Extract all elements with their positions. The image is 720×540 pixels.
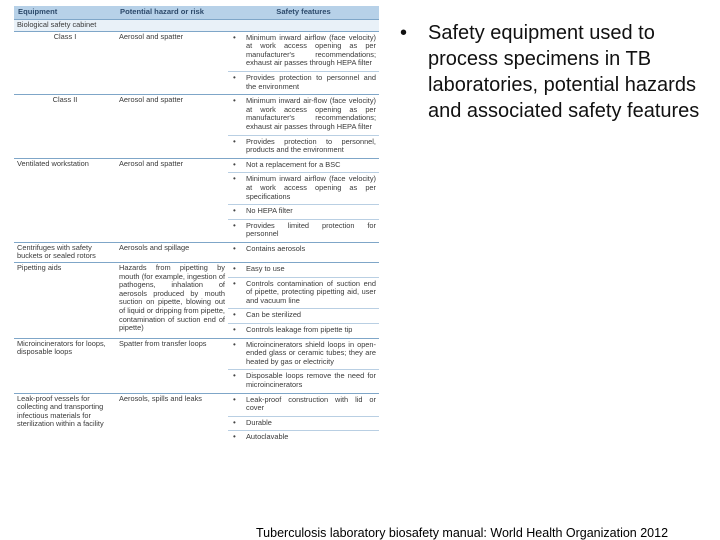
feature-item: [228, 32, 379, 72]
feature-bullet: •: [233, 174, 236, 184]
feature-bullet: •: [233, 159, 236, 169]
table-row: [14, 158, 379, 242]
feature-bullet: •: [233, 278, 236, 288]
table-row: [14, 95, 379, 159]
feature-bullet: •: [233, 394, 236, 404]
hazard-cell: Aerosol and spatter: [116, 158, 228, 242]
feature-bullet: •: [233, 432, 236, 442]
citation: Tuberculosis laboratory biosafety manual: World Health Organization 2012: [256, 526, 669, 540]
feature-text: Controls contamination of suction end of pipette, protecting pipetting aid, user and vacuum line: [246, 278, 376, 305]
safety-features-cell: [228, 338, 379, 393]
header-safety-features: Safety features: [228, 6, 379, 20]
bullet-text: Safety equipment used to process specimens in TB laboratories, potential hazards and associated safety features: [428, 22, 700, 122]
feature-text: Controls leakage from pipette tip: [246, 325, 353, 335]
safety-features-cell: [228, 95, 379, 159]
safety-equipment-table: [14, 6, 379, 445]
table-row: [14, 31, 379, 95]
feature-bullet: •: [233, 371, 236, 381]
feature-item: [228, 309, 379, 324]
feature-item: [228, 324, 379, 338]
table-body: [14, 20, 379, 445]
feature-text: Autoclavable: [246, 432, 289, 442]
equipment-cell: Class I: [14, 31, 116, 95]
feature-text: Can be sterilized: [246, 310, 302, 320]
safety-features-cell: [228, 393, 379, 445]
feature-bullet: •: [233, 206, 236, 216]
feature-bullet: •: [233, 220, 236, 230]
feature-text: Not a replacement for a BSC: [246, 159, 341, 169]
feature-text: Durable: [246, 417, 272, 427]
feature-item: [228, 431, 379, 445]
table-row: [14, 393, 379, 445]
feature-text: No HEPA filter: [246, 206, 293, 216]
header-equipment: Equipment: [14, 6, 116, 20]
feature-bullet: •: [233, 339, 236, 349]
feature-item: [228, 173, 379, 205]
feature-item: [228, 95, 379, 135]
equipment-cell: Ventilated workstation: [14, 158, 116, 242]
feature-item: [228, 205, 379, 220]
equipment-cell: Class II: [14, 95, 116, 159]
table-row: [14, 338, 379, 393]
feature-bullet: •: [233, 32, 236, 42]
hazard-cell: Spatter from transfer loops: [116, 338, 228, 393]
feature-text: Contains aerosols: [246, 243, 306, 253]
feature-bullet: •: [233, 417, 236, 427]
equipment-cell: Microincinerators for loops, disposable loops: [14, 338, 116, 393]
feature-bullet: •: [233, 72, 236, 82]
feature-bullet: •: [233, 310, 236, 320]
feature-item: [228, 417, 379, 432]
feature-bullet: •: [233, 243, 236, 253]
table-row: [14, 242, 379, 262]
bullet-dot: •: [400, 22, 408, 44]
feature-item: [228, 159, 379, 174]
feature-text: Provides limited protection for personnel: [246, 220, 376, 239]
table-header-row: [14, 6, 379, 20]
feature-item: [228, 278, 379, 310]
slide-bullet: [400, 20, 700, 124]
feature-text: Provides protection to personnel, products and the environment: [246, 136, 376, 155]
equipment-cell: Biological safety cabinet: [14, 20, 116, 32]
hazard-cell: Aerosols and spillage: [116, 242, 228, 262]
feature-item: [228, 263, 379, 278]
hazard-cell: Aerosol and spatter: [116, 31, 228, 95]
feature-text: Minimum inward airflow (face velocity) at work access opening as per specifications: [246, 174, 376, 201]
feature-text: Minimum inward air-flow (face velocity) at work access opening as per manufacturer's recommendations; exhaust air passes through HEPA filter: [246, 96, 376, 131]
equipment-cell: Pipetting aids: [14, 263, 116, 339]
feature-item: [228, 394, 379, 417]
hazard-cell: [116, 20, 228, 32]
feature-item: [228, 136, 379, 158]
feature-text: Provides protection to personnel and the environment: [246, 72, 376, 91]
feature-text: Easy to use: [246, 264, 285, 274]
hazard-cell: Aerosols, spills and leaks: [116, 393, 228, 445]
feature-bullet: •: [233, 96, 236, 106]
hazard-cell: Aerosol and spatter: [116, 95, 228, 159]
feature-bullet: •: [233, 325, 236, 335]
feature-bullet: •: [233, 136, 236, 146]
safety-features-cell: [228, 20, 379, 32]
equipment-cell: Leak-proof vessels for collecting and transporting infectious materials for sterilization within a facility: [14, 393, 116, 445]
safety-features-cell: [228, 158, 379, 242]
header-hazard: Potential hazard or risk: [116, 6, 228, 20]
table-row: [14, 263, 379, 339]
safety-features-cell: [228, 242, 379, 262]
safety-features-cell: [228, 31, 379, 95]
feature-item: [228, 72, 379, 94]
feature-item: [228, 370, 379, 392]
feature-bullet: •: [233, 264, 236, 274]
feature-text: Minimum inward airflow (face velocity) at work access opening as per manufacturer's recommendations; exhaust air passes through HEPA filter: [246, 32, 376, 68]
feature-item: [228, 339, 379, 371]
feature-item: [228, 220, 379, 242]
equipment-cell: Centrifuges with safety buckets or sealed rotors: [14, 242, 116, 262]
feature-text: Leak-proof construction with lid or cover: [246, 394, 376, 413]
table-row: [14, 20, 379, 32]
hazard-cell: Hazards from pipetting by mouth (for example, ingestion of pathogens, inhalation of aerosols produced by mouth suction on pipette, blowing out of liquid or dripping from pipette, contamination of suction end of pipette): [116, 263, 228, 339]
feature-text: Microincinerators shield loops in open-ended glass or ceramic tubes; they are heated by gas or electricity: [246, 339, 376, 366]
feature-text: Disposable loops remove the need for microincinerators: [246, 371, 376, 389]
feature-item: [228, 243, 379, 257]
safety-features-cell: [228, 263, 379, 339]
